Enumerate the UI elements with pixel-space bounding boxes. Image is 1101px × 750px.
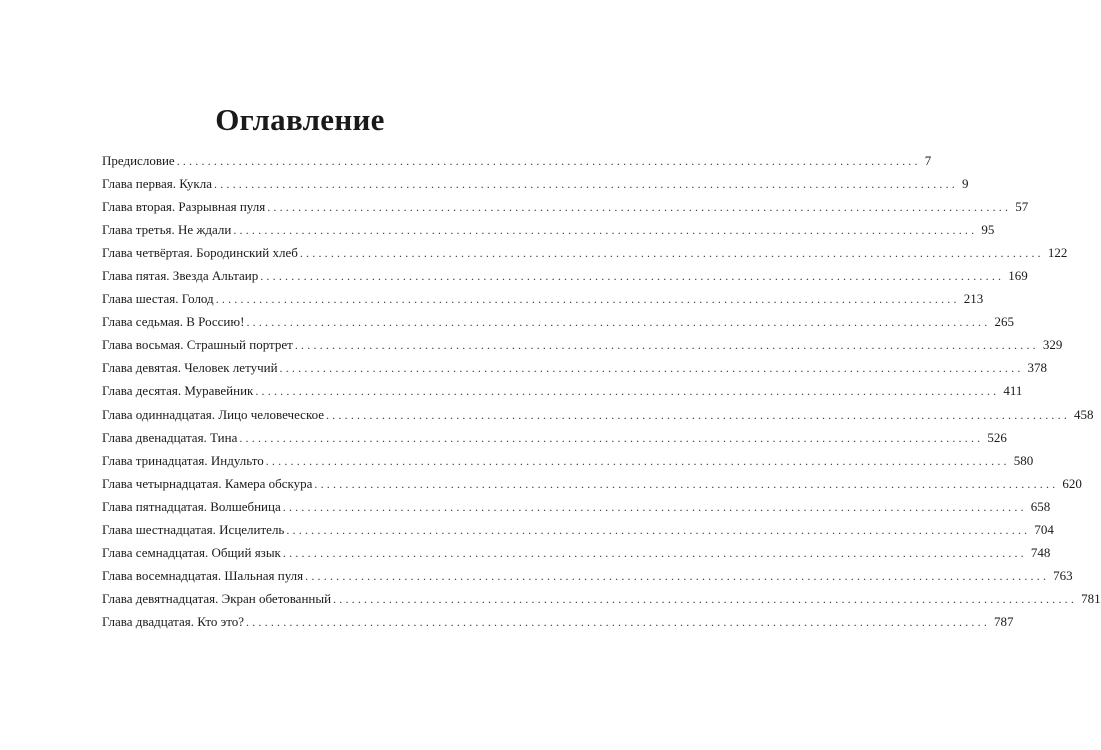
dot-leader: ........................................................................................................................	[246, 614, 991, 629]
toc-entry[interactable]	[102, 245, 1068, 268]
table-of-contents	[102, 153, 1101, 637]
toc-entry-label: Глава седьмая. В Россию!	[102, 314, 245, 330]
toc-entry-label: Глава девятнадцатая. Экран обетованный	[102, 590, 332, 606]
toc-entry[interactable]	[102, 498, 1051, 522]
dot-leader: ........................................................................................................................	[176, 154, 921, 168]
toc-entry-label: Глава вторая. Разрывная пуля	[102, 199, 266, 215]
toc-entry-page-number: 787	[994, 613, 1014, 629]
toc-entry-label: Глава восемнадцатая. Шальная пуля	[102, 567, 304, 583]
toc-entry-page-number: 580	[1013, 452, 1034, 468]
toc-entry[interactable]	[102, 314, 1014, 337]
dot-leader: ........................................................................................................................	[255, 384, 1000, 399]
dot-leader: ........................................................................................................................	[260, 269, 1005, 284]
toc-entry-label: Глава восьмая. Страшный портрет	[102, 337, 293, 353]
toc-entry[interactable]	[102, 567, 1073, 591]
page-title: Оглавление	[215, 102, 385, 137]
dot-leader: ........................................................................................................................	[294, 338, 1039, 353]
toc-entry[interactable]	[102, 291, 984, 314]
dot-leader: ........................................................................................................................	[215, 292, 960, 307]
toc-entry[interactable]	[102, 544, 1051, 568]
toc-entry-label: Глава девятая. Человек летучий	[102, 360, 278, 376]
dot-leader: ........................................................................................................................	[326, 407, 1071, 422]
dot-leader: ........................................................................................................................	[299, 246, 1044, 261]
dot-leader: ........................................................................................................................	[214, 177, 958, 192]
toc-entry-page-number: 411	[1003, 383, 1023, 399]
dot-leader: ........................................................................................................................	[239, 430, 984, 445]
toc-entry-label: Глава двадцатая. Кто это?	[102, 613, 245, 629]
dot-leader: ........................................................................................................................	[286, 522, 1031, 537]
toc-entry[interactable]	[102, 199, 1029, 222]
toc-entry-page-number: 213	[963, 291, 984, 307]
toc-entry[interactable]	[102, 222, 995, 245]
dot-leader: ........................................................................................................................	[246, 315, 991, 330]
toc-entry[interactable]	[102, 521, 1054, 545]
toc-entry-page-number: 458	[1074, 406, 1094, 422]
toc-entry-label: Глава семнадцатая. Общий язык	[102, 544, 281, 560]
toc-entry-page-number: 122	[1047, 245, 1068, 261]
toc-entry-label: Предисловие	[102, 153, 175, 168]
toc-entry-label: Глава двенадцатая. Тина	[102, 429, 238, 445]
toc-entry-page-number: 658	[1030, 498, 1051, 514]
toc-entry-label: Глава тринадцатая. Индульто	[102, 452, 264, 468]
toc-entry-label: Глава десятая. Муравейник	[102, 383, 254, 399]
toc-entry-label: Глава шестнадцатая. Исцелитель	[102, 521, 285, 537]
toc-entry-label: Глава четырнадцатая. Камера обскура	[102, 475, 313, 491]
toc-entry[interactable]	[102, 176, 969, 199]
dot-leader: ........................................................................................................................	[279, 361, 1024, 376]
toc-entry-label: Глава первая. Кукла	[102, 176, 212, 192]
toc-entry[interactable]	[102, 406, 1094, 430]
toc-entry[interactable]	[102, 452, 1034, 476]
toc-entry-page-number: 378	[1027, 360, 1048, 376]
toc-entry-page-number: 329	[1042, 337, 1063, 353]
toc-entry-label: Глава третья. Не ждали	[102, 222, 232, 238]
toc-entry-page-number: 526	[987, 429, 1007, 445]
dot-leader: ........................................................................................................................	[282, 499, 1027, 514]
toc-entry-page-number: 7	[924, 153, 932, 168]
toc-entry-label: Глава пятая. Звезда Альтаир	[102, 268, 259, 284]
dot-leader: ........................................................................................................................	[267, 200, 1012, 215]
toc-entry[interactable]	[102, 337, 1063, 360]
toc-entry-label: Глава пятнадцатая. Волшебница	[102, 498, 281, 514]
dot-leader: ........................................................................................................................	[233, 223, 978, 238]
dot-leader: ........................................................................................................................	[333, 591, 1078, 606]
toc-entry[interactable]	[102, 360, 1048, 383]
toc-entry[interactable]	[102, 153, 932, 176]
toc-entry[interactable]	[102, 383, 1023, 406]
toc-entry-label: Глава одиннадцатая. Лицо человеческое	[102, 406, 325, 422]
toc-entry-label: Глава четвёртая. Бородинский хлеб	[102, 245, 298, 261]
toc-entry[interactable]	[102, 475, 1082, 499]
toc-entry-page-number: 9	[962, 176, 969, 192]
dot-leader: ........................................................................................................................	[305, 568, 1050, 583]
dot-leader: ........................................................................................................................	[282, 545, 1027, 560]
toc-entry-page-number: 265	[994, 314, 1014, 330]
toc-entry-page-number: 620	[1062, 475, 1082, 491]
toc-entry-page-number: 95	[981, 222, 995, 238]
toc-entry[interactable]	[102, 268, 1028, 291]
toc-entry-page-number: 748	[1030, 544, 1051, 560]
toc-entry-label: Глава шестая. Голод	[102, 291, 214, 307]
toc-entry[interactable]	[102, 590, 1101, 614]
toc-entry-page-number: 781	[1081, 590, 1101, 606]
toc-entry[interactable]	[102, 429, 1007, 453]
toc-entry-page-number: 763	[1053, 567, 1073, 583]
dot-leader: ........................................................................................................................	[265, 453, 1010, 468]
toc-entry[interactable]	[102, 613, 1014, 637]
toc-entry-page-number: 704	[1034, 521, 1054, 537]
toc-entry-page-number: 57	[1015, 199, 1029, 215]
toc-entry-page-number: 169	[1008, 268, 1028, 284]
dot-leader: ........................................................................................................................	[314, 476, 1059, 491]
